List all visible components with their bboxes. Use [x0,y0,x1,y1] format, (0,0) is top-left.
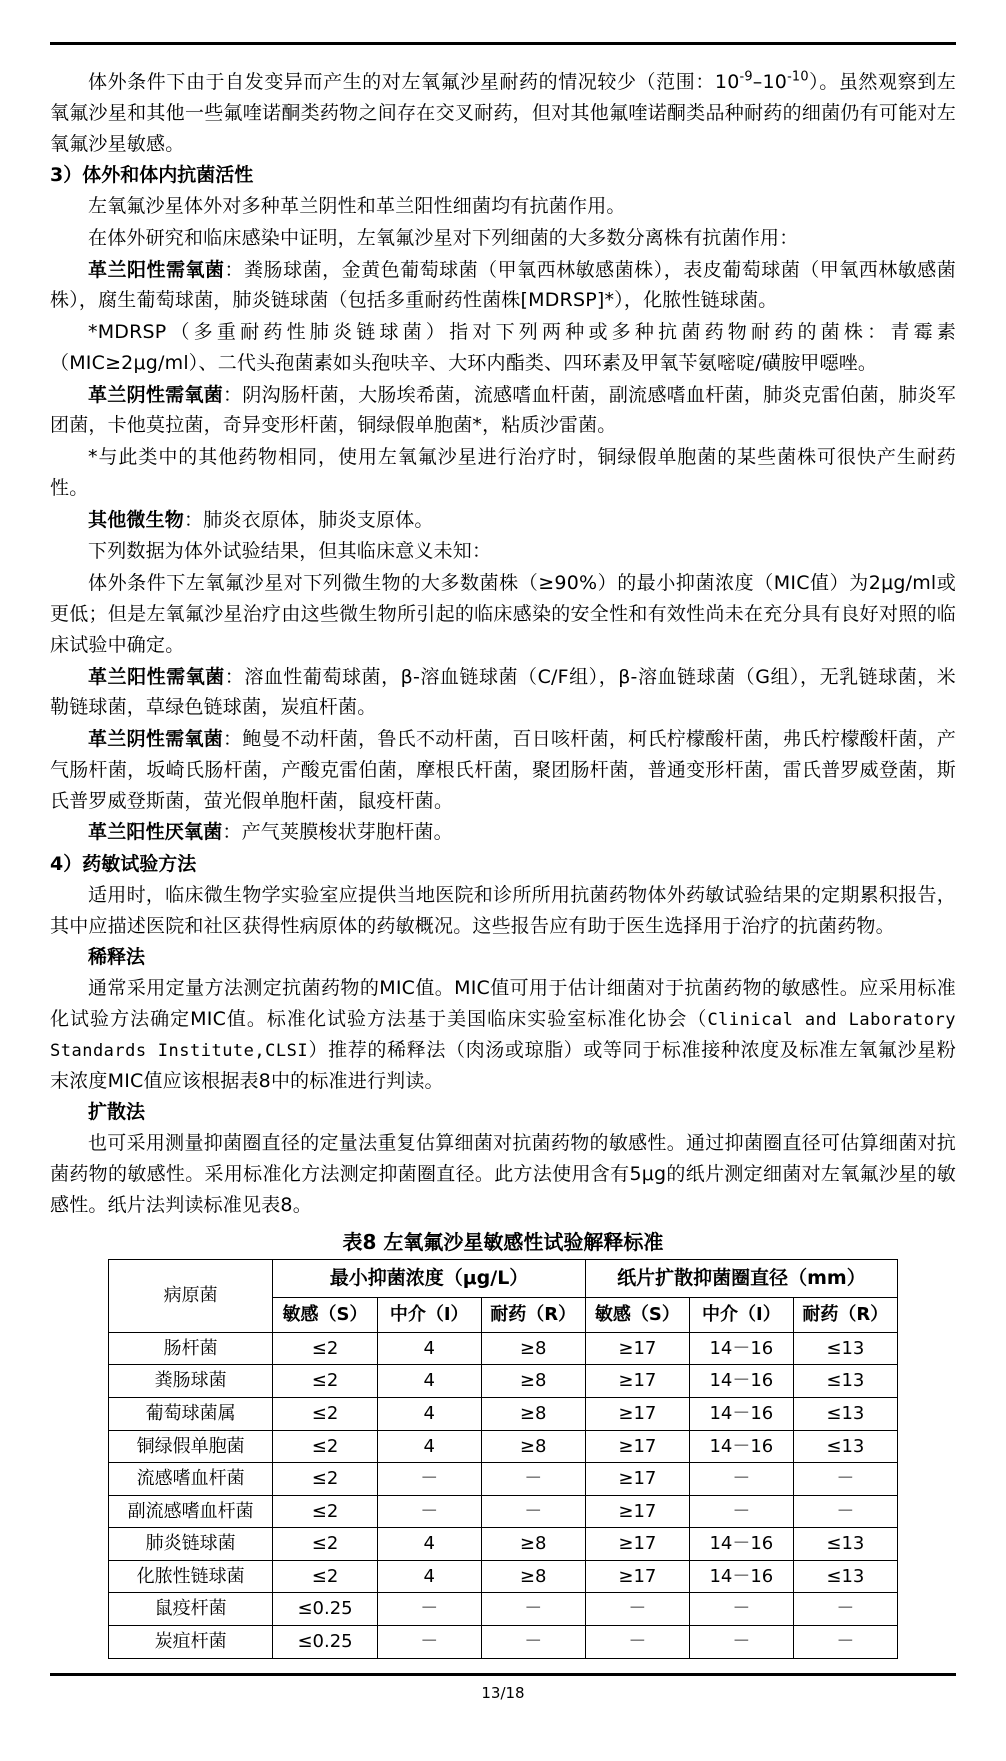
table-row [109,1560,898,1593]
table-row [109,1528,898,1561]
paragraph-mdrsp-note: *MDRSP（多重耐药性肺炎链球菌）指对下列两种或多种抗菌药物耐药的菌株：青霉素（MIC≥2μg/ml）、二代头孢菌素如头孢呋辛、大环内酯类、四环素及甲氧苄氨嘧啶/磺胺甲噁唑。 [50,321,956,374]
cell-disk-r: － [793,1495,897,1528]
paragraph-gram-positive-anaerobes [50,817,956,848]
text-dilution-after: ）推荐的稀释法（肉汤或琼脂）或等同于标准接种浓度及标准左氧氟沙星粉末浓度MIC值应该根据表8中的标准进行判读。 [50,1038,956,1092]
lead-gram-positive-anaerobes: 革兰阳性厌氧菌 [88,821,223,844]
cell-mic-i: 4 [377,1397,481,1430]
cell-mic-r: ≥8 [481,1430,585,1463]
header-mic-intermediate: 中介（I） [377,1298,481,1333]
cell-disk-i: － [689,1495,793,1528]
paragraph-resistance-rate: 体外条件下由于自发变异而产生的对左氧氟沙星耐药的情况较少（范围：$10^{-9}-10^{-10}$）。虽然观察到左氧氟沙星和其他一些氟喹诺酮类药物之间存在交叉耐药，但对其他氟喹诺酮类品种耐药的细菌仍有可能对左氧氟沙星敏感。 [50,69,956,155]
sub-heading-diffusion-method: 扩散法 [88,1101,146,1124]
cell-disk-s: ≥17 [585,1365,689,1398]
paragraph-pseudomonas-note: *与此类中的其他药物相同，使用左氧氟沙星进行治疗时，铜绿假单胞菌的某些菌株可很快产生耐药性。 [50,446,956,499]
cell-mic-i: 4 [377,1560,481,1593]
cell-disk-r: ≤13 [793,1397,897,1430]
paragraph-diffusion-method: 也可采用测量抑菌圈直径的定量法重复估算细菌对抗菌药物的敏感性。通过抑菌圈直径可估算细菌对抗菌药物的敏感性。采用标准化方法测定抑菌圈直径。此方法使用含有5μg的纸片测定细菌对左氧氟沙星的敏感性。纸片法判读标准见表8。 [50,1132,956,1216]
cell-mic-i: － [377,1626,481,1659]
cell-disk-i: 14－16 [689,1430,793,1463]
cell-mic-s: ≤2 [273,1463,378,1496]
cell-disk-i: － [689,1626,793,1659]
cell-disk-i: － [689,1463,793,1496]
paragraph-clinical-proof: 在体外研究和临床感染中证明，左氧氟沙星对下列细菌的大多数分离株有抗菌作用： [88,226,799,249]
paragraph-susceptibility-reports: 适用时，临床微生物学实验室应提供当地医院和诊所所用抗菌药物体外药敏试验结果的定期累积报告，其中应描述医院和社区获得性病原体的药敏概况。这些报告应有助于医生选择用于治疗的抗菌药物。 [50,883,956,937]
cell-disk-r: － [793,1593,897,1626]
cell-mic-r: ≥8 [481,1365,585,1398]
cell-disk-s: ≥17 [585,1397,689,1430]
paragraph-invitro-data-note: 下列数据为体外试验结果，但其临床意义未知： [88,540,492,563]
cell-disk-i: 14－16 [689,1528,793,1561]
header-mic-resistant: 耐药（R） [481,1298,585,1333]
cell-mic-s: ≤2 [273,1495,378,1528]
paragraph-gram-positive-aerobes-2 [50,662,956,724]
cell-mic-s: ≤2 [273,1528,378,1561]
cell-disk-i: － [689,1593,793,1626]
header-mic-sensitive: 敏感（S） [273,1298,378,1333]
lead-other-microorganisms: 其他微生物 [88,508,185,531]
text-gram-positive-anaerobes: ：产气荚膜梭状芽胞杆菌。 [222,821,453,844]
header-disk-sensitive: 敏感（S） [585,1298,689,1333]
cell-mic-s: ≤2 [273,1397,378,1430]
cell-mic-r: － [481,1593,585,1626]
paragraph-other-microorganisms [50,505,956,536]
cell-pathogen: 副流感嗜血杆菌 [109,1495,273,1528]
header-disk-resistant: 耐药（R） [793,1298,897,1333]
table-group-header-row [109,1260,898,1298]
cell-disk-s: ≥17 [585,1463,689,1496]
section-heading-3: 3）体外和体内抗菌活性 [50,164,254,187]
cell-pathogen: 化脓性链球菌 [109,1560,273,1593]
cell-disk-s: ≥17 [585,1528,689,1561]
cell-disk-r: ≤13 [793,1332,897,1365]
table-row [109,1626,898,1659]
text-dilution-before: 通常采用定量方法测定抗菌药物的MIC值。MIC值可用于估计细菌对于抗菌药物的敏感性。应采用标准化试验方法确定MIC值。标准化试验方法基于美国临床实验室标准化协会（ [50,977,956,1030]
page-bottom-rule [50,1673,956,1676]
paragraph-gram-positive-aerobes-1 [50,255,956,317]
cell-mic-r: － [481,1495,585,1528]
cell-pathogen: 粪肠球菌 [109,1365,273,1398]
cell-mic-s: ≤2 [273,1332,378,1365]
cell-disk-s: ≥17 [585,1495,689,1528]
paragraph-dilution-method [50,973,956,1096]
cell-disk-r: ≤13 [793,1528,897,1561]
cell-mic-r: ≥8 [481,1560,585,1593]
paragraph-activity-intro: 左氧氟沙星体外对多种革兰阴性和革兰阳性细菌均有抗菌作用。 [88,195,626,218]
cell-pathogen: 铜绿假单胞菌 [109,1430,273,1463]
lead-gram-positive-aerobes-1: 革兰阳性需氧菌 [88,258,225,281]
cell-mic-i: － [377,1463,481,1496]
cell-disk-s: ≥17 [585,1332,689,1365]
cell-disk-s: － [585,1593,689,1626]
text-gram-negative-aerobes-1: ：阴沟肠杆菌，大肠埃希菌，流感嗜血杆菌，副流感嗜血杆菌，肺炎克雷伯菌，肺炎军团菌，卡他莫拉菌，奇异变形杆菌，铜绿假单胞菌*，粘质沙雷菌。 [50,383,956,437]
cell-disk-r: ≤13 [793,1560,897,1593]
cell-disk-i: 14－16 [689,1365,793,1398]
cell-pathogen: 炭疽杆菌 [109,1626,273,1659]
cell-disk-r: ≤13 [793,1430,897,1463]
cell-pathogen: 鼠疫杆菌 [109,1593,273,1626]
paragraph-mic90-note: 体外条件下左氧氟沙星对下列微生物的大多数菌株（≥90%）的最小抑菌浓度（MIC值）为2μg/ml或更低；但是左氧氟沙星治疗由这些微生物所引起的临床感染的安全性和有效性尚未在充分具有良好对照的临床试验中确定。 [50,572,956,656]
cell-mic-s: ≤2 [273,1365,378,1398]
cell-disk-i: 14－16 [689,1560,793,1593]
cell-mic-r: ≥8 [481,1397,585,1430]
table-row [109,1397,898,1430]
table-title: 表8 左氧氟沙星敏感性试验解释标准 [342,1230,664,1255]
text-other-microorganisms: ：肺炎衣原体，肺炎支原体。 [184,508,434,531]
lead-gram-positive-aerobes-2: 革兰阳性需氧菌 [88,665,225,688]
header-group-disk: 纸片扩散抑菌圈直径（mm） [585,1260,897,1298]
cell-mic-i: 4 [377,1332,481,1365]
cell-mic-s: ≤2 [273,1560,378,1593]
paragraph-gram-negative-aerobes-2 [50,724,956,816]
cell-mic-r: － [481,1463,585,1496]
table-row [109,1463,898,1496]
table-body [109,1332,898,1658]
cell-disk-s: ≥17 [585,1430,689,1463]
cell-disk-r: ≤13 [793,1365,897,1398]
table-row [109,1365,898,1398]
header-group-mic: 最小抑菌浓度（μg/L） [273,1260,586,1298]
cell-mic-r: ≥8 [481,1528,585,1561]
cell-pathogen: 肠杆菌 [109,1332,273,1365]
table-row [109,1430,898,1463]
text-gram-negative-aerobes-2: ：鲍曼不动杆菌，鲁氏不动杆菌，百日咳杆菌，柯氏柠檬酸杆菌，弗氏柠檬酸杆菌，产气肠杆菌，坂崎氏肠杆菌，产酸克雷伯菌，摩根氏杆菌，聚团肠杆菌，普通变形杆菌，雷氏普罗威登菌，斯氏普罗威登斯菌，萤光假单胞杆菌，鼠疫杆菌。 [50,728,956,812]
page-number: 13/18 [481,1683,525,1702]
cell-pathogen: 肺炎链球菌 [109,1528,273,1561]
header-disk-intermediate: 中介（I） [689,1298,793,1333]
table-row [109,1593,898,1626]
cell-mic-i: － [377,1495,481,1528]
document-page [0,42,1006,1761]
cell-mic-r: ≥8 [481,1332,585,1365]
paragraph-gram-negative-aerobes-1 [50,380,956,442]
cell-mic-i: 4 [377,1528,481,1561]
cell-mic-s: ≤0.25 [273,1626,378,1659]
cell-pathogen: 葡萄球菌属 [109,1397,273,1430]
cell-mic-s: ≤0.25 [273,1593,378,1626]
cell-disk-i: 14－16 [689,1397,793,1430]
cell-mic-i: － [377,1593,481,1626]
sub-heading-dilution-method: 稀释法 [88,946,146,969]
table-row [109,1495,898,1528]
header-pathogen: 病原菌 [109,1260,273,1332]
cell-disk-s: － [585,1626,689,1659]
cell-mic-i: 4 [377,1430,481,1463]
cell-mic-i: 4 [377,1365,481,1398]
page-top-rule [50,42,956,45]
text-clsi-name: Clinical and Laboratory Standards Institute,CLSI [50,1009,956,1061]
cell-disk-r: － [793,1463,897,1496]
cell-disk-i: 14－16 [689,1332,793,1365]
susceptibility-table [108,1259,898,1658]
table-row [109,1332,898,1365]
section-heading-4: 4）药敏试验方法 [50,853,197,876]
cell-pathogen: 流感嗜血杆菌 [109,1463,273,1496]
lead-gram-negative-aerobes-1: 革兰阴性需氧菌 [88,383,224,406]
table-head [109,1260,898,1332]
text-gram-positive-aerobes-1: ：粪肠球菌，金黄色葡萄球菌（甲氧西林敏感菌株），表皮葡萄球菌（甲氧西林敏感菌株），腐生葡萄球菌，肺炎链球菌（包括多重耐药性菌株[MDRSP]*），化脓性链球菌。 [50,258,956,312]
lead-gram-negative-aerobes-2: 革兰阴性需氧菌 [88,728,224,751]
cell-disk-s: ≥17 [585,1560,689,1593]
cell-mic-r: － [481,1626,585,1659]
cell-disk-r: － [793,1626,897,1659]
text-gram-positive-aerobes-2: ：溶血性葡萄球菌，β-溶血链球菌（C/F组），β-溶血链球菌（G组），无乳链球菌，米勒链球菌，草绿色链球菌，炭疽杆菌。 [50,665,957,719]
cell-mic-s: ≤2 [273,1430,378,1463]
